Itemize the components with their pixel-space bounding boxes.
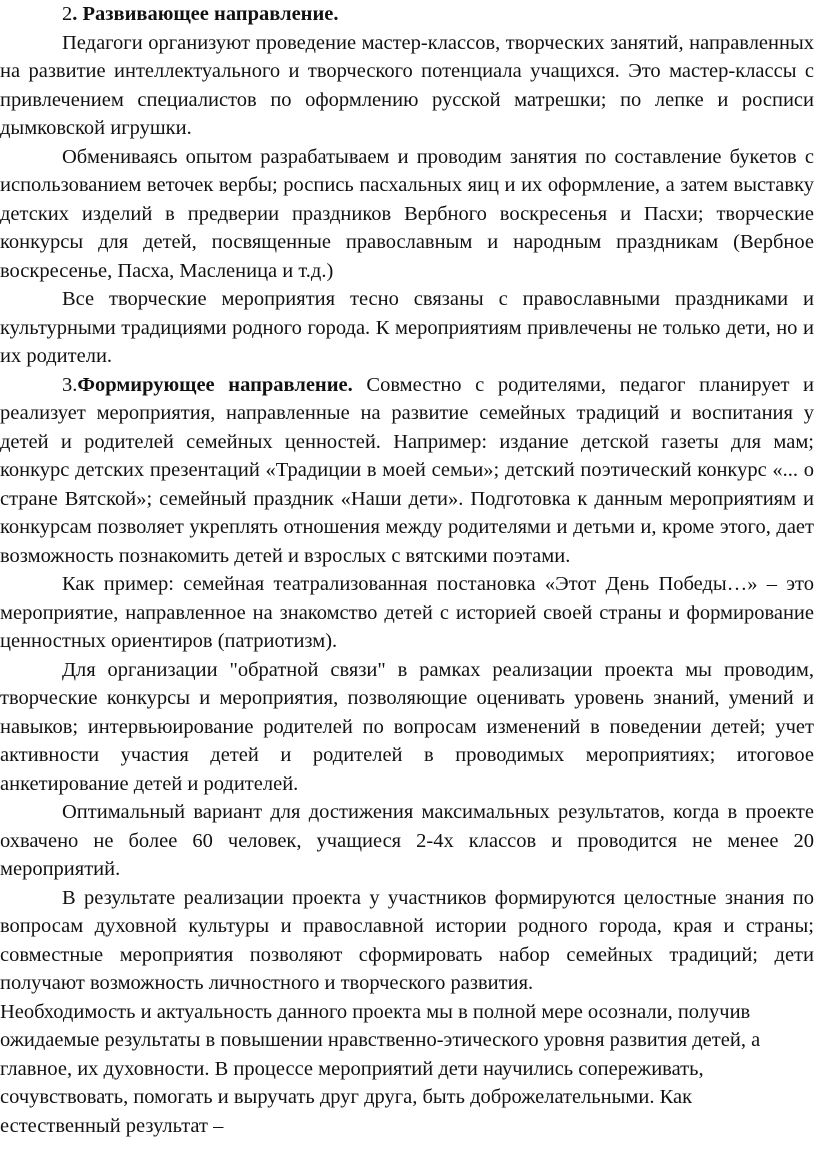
section-3-text: Совместно с родителями, педагог планирует и реализует мероприятия, направленные на развитие семейных традиций и воспитания у детей и родителей семейных ценностей. Например: издание детской газеты для мам; конкурс детских презентаций «Традиции в моей семьи»; детский поэтический конкурс «... о стране Вятской»; семейный праздник «Наши дети». Подготовка к данным мероприятиям и конкурсам позволяет укреплять отношения между родителями и детьми и, кроме этого, дает возможность познакомить детей и взрослых с вятскими поэтами. xyxy=(0,373,815,567)
section-3-heading: Формирующее направление. xyxy=(77,373,353,396)
paragraph-necessity: Необходимость и актуальность данного проекта мы в полной мере осознали, получив ожидаемые результаты в повышении нравственно-этического уровня развития детей, а главное, их духовности. В процессе мероприятий дети научились сопереживать, сочувствовать, помогать и выручать друг друга, быть доброжелательными. Как естественный результат – xyxy=(0,1000,761,1137)
paragraph-experience-exchange: Обмениваясь опытом разрабатываем и проводим занятия по составление букетов с использованием веточек вербы; роспись пасхальных яиц и их оформление, а затем выставку детских изделий в предверии праздников Вербного воскресенья и Пасхи; творческие конкурсы для детей, посвященные православным и народным праздникам (Вербное воскресенье, Пасха, Масленица и т.д.) xyxy=(0,145,814,282)
paragraph-masterclasses: Педагоги организуют проведение мастер-классов, творческих занятий, направленных на развитие интеллектуального и творческого потенциала учащихся. Это мастер-классы с привлечением специалистов по оформлению русской матрешки; по лепке и росписи дымковской игрушки. xyxy=(0,31,814,139)
paragraph-example: Как пример: семейная театрализованная постановка «Этот День Победы…» – это мероприятие, направленное на знакомство детей с историей своей страны и формирование ценностных ориентиров (патриотизм). xyxy=(0,573,814,652)
paragraph-results: В результате реализации проекта у участников формируются целостные знания по вопросам духовной культуры и православной истории родного города, края и страны; совместные мероприятия позволяют сформировать набор семейных традиций; дети получают возможность личностного и творческого развития. xyxy=(0,886,814,994)
paragraph-creative-events: Все творческие мероприятия тесно связаны с православными праздниками и культурными традициями родного города. К мероприятиям привлечены не только дети, но и их родители. xyxy=(0,288,814,367)
paragraph-optimal-variant: Оптимальный вариант для достижения максимальных результатов, когда в проекте охвачено не более 60 человек, учащиеся 2-4х классов и проводится не менее 20 мероприятий. xyxy=(0,801,814,880)
section-2-heading-paragraph xyxy=(0,0,814,29)
section-3-paragraph xyxy=(0,371,814,571)
section-2-heading: . Развивающее направление. xyxy=(72,3,339,25)
section-3-number: 3. xyxy=(62,373,78,396)
section-2-number: 2 xyxy=(62,3,73,25)
paragraph-feedback: Для организации "обратной связи" в рамках реализации проекта мы проводим, творческие конкурсы и мероприятия, позволяющие оценивать уровень знаний, умений и навыков; интервьюирование родителей по вопросам изменений в поведении детей; учет активности участия детей и родителей в проводимых мероприятиях; итоговое анкетирование детей и родителей. xyxy=(0,658,814,795)
